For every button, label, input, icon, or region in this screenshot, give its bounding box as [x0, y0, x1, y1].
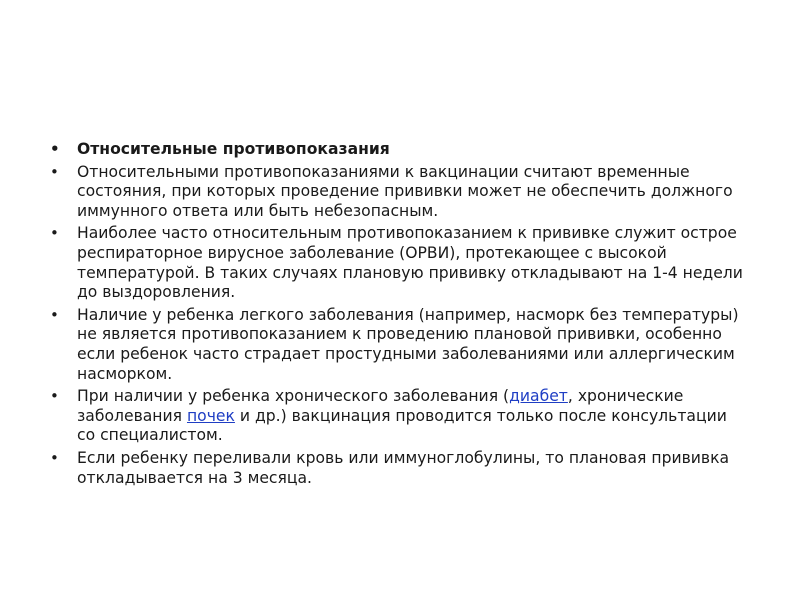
list-item-text-part: , хронические заболевания [77, 387, 684, 425]
list-item [46, 449, 746, 488]
list-heading: • Относительные противопоказания [46, 140, 746, 160]
list-item [46, 306, 746, 384]
list-item-text: Наличие у ребенка легкого заболевания (например, насморк без температуры) не является противопоказанием к проведению плановой прививки, особенно если ребенок часто страдает простудными заболеваниями или аллергическим насморком. [77, 305, 739, 383]
kidneys-link[interactable]: почек [186, 406, 235, 425]
list-item-text-part: При наличии у ребенка хронического заболевания ( [77, 387, 510, 406]
list-item [46, 387, 746, 446]
list-item-text: Относительными противопоказаниями к вакцинации считают временные состояния, при которых проведение прививки может не обеспечить должного иммунного ответа или быть небезопасным. [77, 162, 733, 220]
list-item-text: Если ребенку переливали кровь или иммуноглобулины, то плановая прививка откладывается на 3 месяца. [77, 448, 730, 487]
list-item-text: Наиболее часто относительным противопоказанием к прививке служит острое респираторное вирусное заболевание (ОРВИ), протекающее с высокой температурой. В таких случаях плановую прививку откладывают на 1-4 недели до выздоровления. [77, 224, 743, 302]
diabetes-link[interactable]: диабет [509, 387, 568, 406]
list-item [46, 163, 746, 222]
bullet-list [46, 140, 746, 491]
list-item-text-part: и др.) вакцинация проводится только после консультации со специалистом. [77, 406, 727, 445]
list-item [46, 224, 746, 302]
